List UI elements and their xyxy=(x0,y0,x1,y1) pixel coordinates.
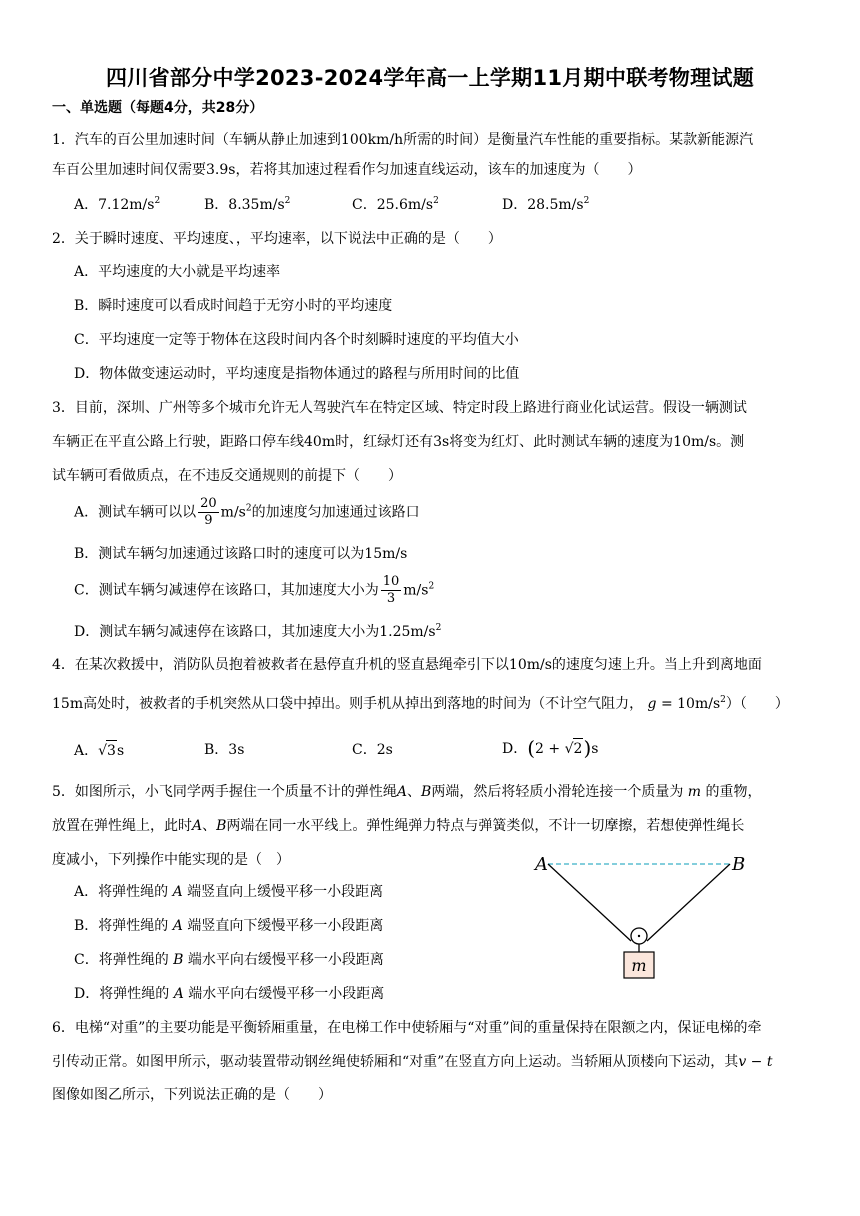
q1-option-a[interactable]: A．$7.12m/s^2$ xyxy=(74,196,161,213)
q4-option-b[interactable]: B．3s xyxy=(204,742,245,758)
q3-stem-line2: 车辆正在平直公路上行驶，距路口停车线40m时，红绿灯还有3s将变为红灯、此时测试车辆的速度为10m/s。测 xyxy=(52,434,745,450)
sqrt-sign: √ xyxy=(98,743,108,759)
q1-stem-line2: 车百公里加速时间仅需要3.9s，若将其加速过程看作匀加速直线运动，该车的加速度为（ ） xyxy=(52,162,642,178)
q1-option-b[interactable]: B．$8.35m/s^2$ xyxy=(204,196,291,213)
q1-stem-line1: 1．汽车的百公里加速时间（车辆从静止加速到100km/h所需的时间）是衡量汽车性能的重要指标。某款新能源汽 xyxy=(52,132,754,148)
q5-option-c[interactable]: C．将弹性绳的 B 端水平向右缓慢平移一小段距离 xyxy=(74,952,384,968)
q4-option-c[interactable]: C．2s xyxy=(352,742,393,758)
elastic-rope-pulley-diagram xyxy=(526,848,762,984)
sqrt-sign: √ xyxy=(564,741,574,757)
q2-option-a[interactable]: A．平均速度的大小就是平均速率 xyxy=(74,264,281,280)
q6-stem-line3: 图像如图乙所示，下列说法正确的是（ ） xyxy=(52,1087,332,1103)
q3-option-d[interactable]: D．测试车辆匀减速停在该路口，其加速度大小为$1.25m/s^2$ xyxy=(74,623,442,640)
fraction-10-3: $\frac{10}{3}$ xyxy=(382,574,400,606)
q5-stem-line2: 放置在弹性绳上，此时A、B两端在同一水平线上。弹性绳弹力特点与弹簧类似，不计一切摩擦，若想使弹性绳长 xyxy=(52,818,745,834)
q2-option-c[interactable]: C．平均速度一定等于物体在这段时间内各个时刻瞬时速度的平均值大小 xyxy=(74,332,519,348)
q5-option-d[interactable]: D．将弹性绳的 A 端水平向右缓慢平移一小段距离 xyxy=(74,986,385,1002)
q5-stem-line1: 5．如图所示，小飞同学两手握住一个质量不计的弹性绳A、B两端，然后将轻质小滑轮连接一个质量为 m 的重物， xyxy=(52,784,762,800)
q4-option-a[interactable]: A．√3s xyxy=(74,740,124,761)
label-mass: m xyxy=(631,956,647,975)
label-b: B xyxy=(732,854,746,875)
q2-option-b[interactable]: B．瞬时速度可以看成时间趋于无穷小时的平均速度 xyxy=(74,298,393,314)
q4-option-d[interactable]: D．(2 + √2)s xyxy=(502,736,599,760)
q4-stem-line2: 15m高处时，被救者的手机突然从口袋中掉出。则手机从掉出到落地的时间为（不计空气阻力， $g = 10m/s^2$）（ ） xyxy=(52,695,789,712)
q3-option-b[interactable]: B．测试车辆匀加速通过该路口时的速度可以为15m/s xyxy=(74,546,408,562)
q4-stem-line1: 4．在某次救援中，消防队员抱着被救者在悬停直升机的竖直悬绳牵引下以10m/s的速度匀速上升。当上升到离地面 xyxy=(52,657,762,673)
q5-stem-line3: 度减小，下列操作中能实现的是（ ） xyxy=(52,852,290,868)
q1-option-c[interactable]: C．$25.6m/s^2$ xyxy=(352,196,439,213)
q5-option-a[interactable]: A．将弹性绳的 A 端竖直向上缓慢平移一小段距离 xyxy=(74,884,384,900)
q6-stem-line1: 6．电梯“对重”的主要功能是平衡轿厢重量，在电梯工作中使轿厢与“对重”间的重量保持在限额之内，保证电梯的牵 xyxy=(52,1020,762,1036)
q3-option-a[interactable]: A．测试车辆可以以 $\frac{20}{9}$ $m/s^2$的加速度匀加速通过该路口 xyxy=(74,496,420,528)
q3-option-c[interactable]: C．测试车辆匀减速停在该路口，其加速度大小为 $\frac{10}{3}$ $m/s^2$ xyxy=(74,574,435,606)
q6-stem-line2: 引传动正常。如图甲所示，驱动装置带动钢丝绳使轿厢和“对重”在竖直方向上运动。当轿厢从顶楼向下运动，其v − t xyxy=(52,1054,773,1070)
q5-option-b[interactable]: B．将弹性绳的 A 端竖直向下缓慢平移一小段距离 xyxy=(74,918,384,934)
q3-stem-line3: 试车辆可看做质点，在不违反交通规则的前提下（ ） xyxy=(52,468,402,484)
q2-option-d[interactable]: D．物体做变速运动时，平均速度是指物体通过的路程与所用时间的比值 xyxy=(74,366,520,382)
section-heading: 一、单选题（每题4分，共28分） xyxy=(52,100,264,116)
page-title: 四川省部分中学2023-2024学年高一上学期11月期中联考物理试题 xyxy=(105,66,755,90)
rope-left xyxy=(548,864,631,941)
rope-right xyxy=(647,864,730,941)
q2-stem: 2．关于瞬时速度、平均速度、，平均速率，以下说法中正确的是（ ） xyxy=(52,231,502,247)
q1-option-d[interactable]: D．$28.5m/s^2$ xyxy=(502,196,590,213)
q3-stem-line1: 3．目前，深圳、广州等多个城市允许无人驾驶汽车在特定区域、特定时段上路进行商业化试运营。假设一辆测试 xyxy=(52,400,747,416)
fraction-20-9: $\frac{20}{9}$ xyxy=(200,496,217,528)
pulley-axle xyxy=(638,935,640,937)
label-a: A xyxy=(535,854,548,875)
